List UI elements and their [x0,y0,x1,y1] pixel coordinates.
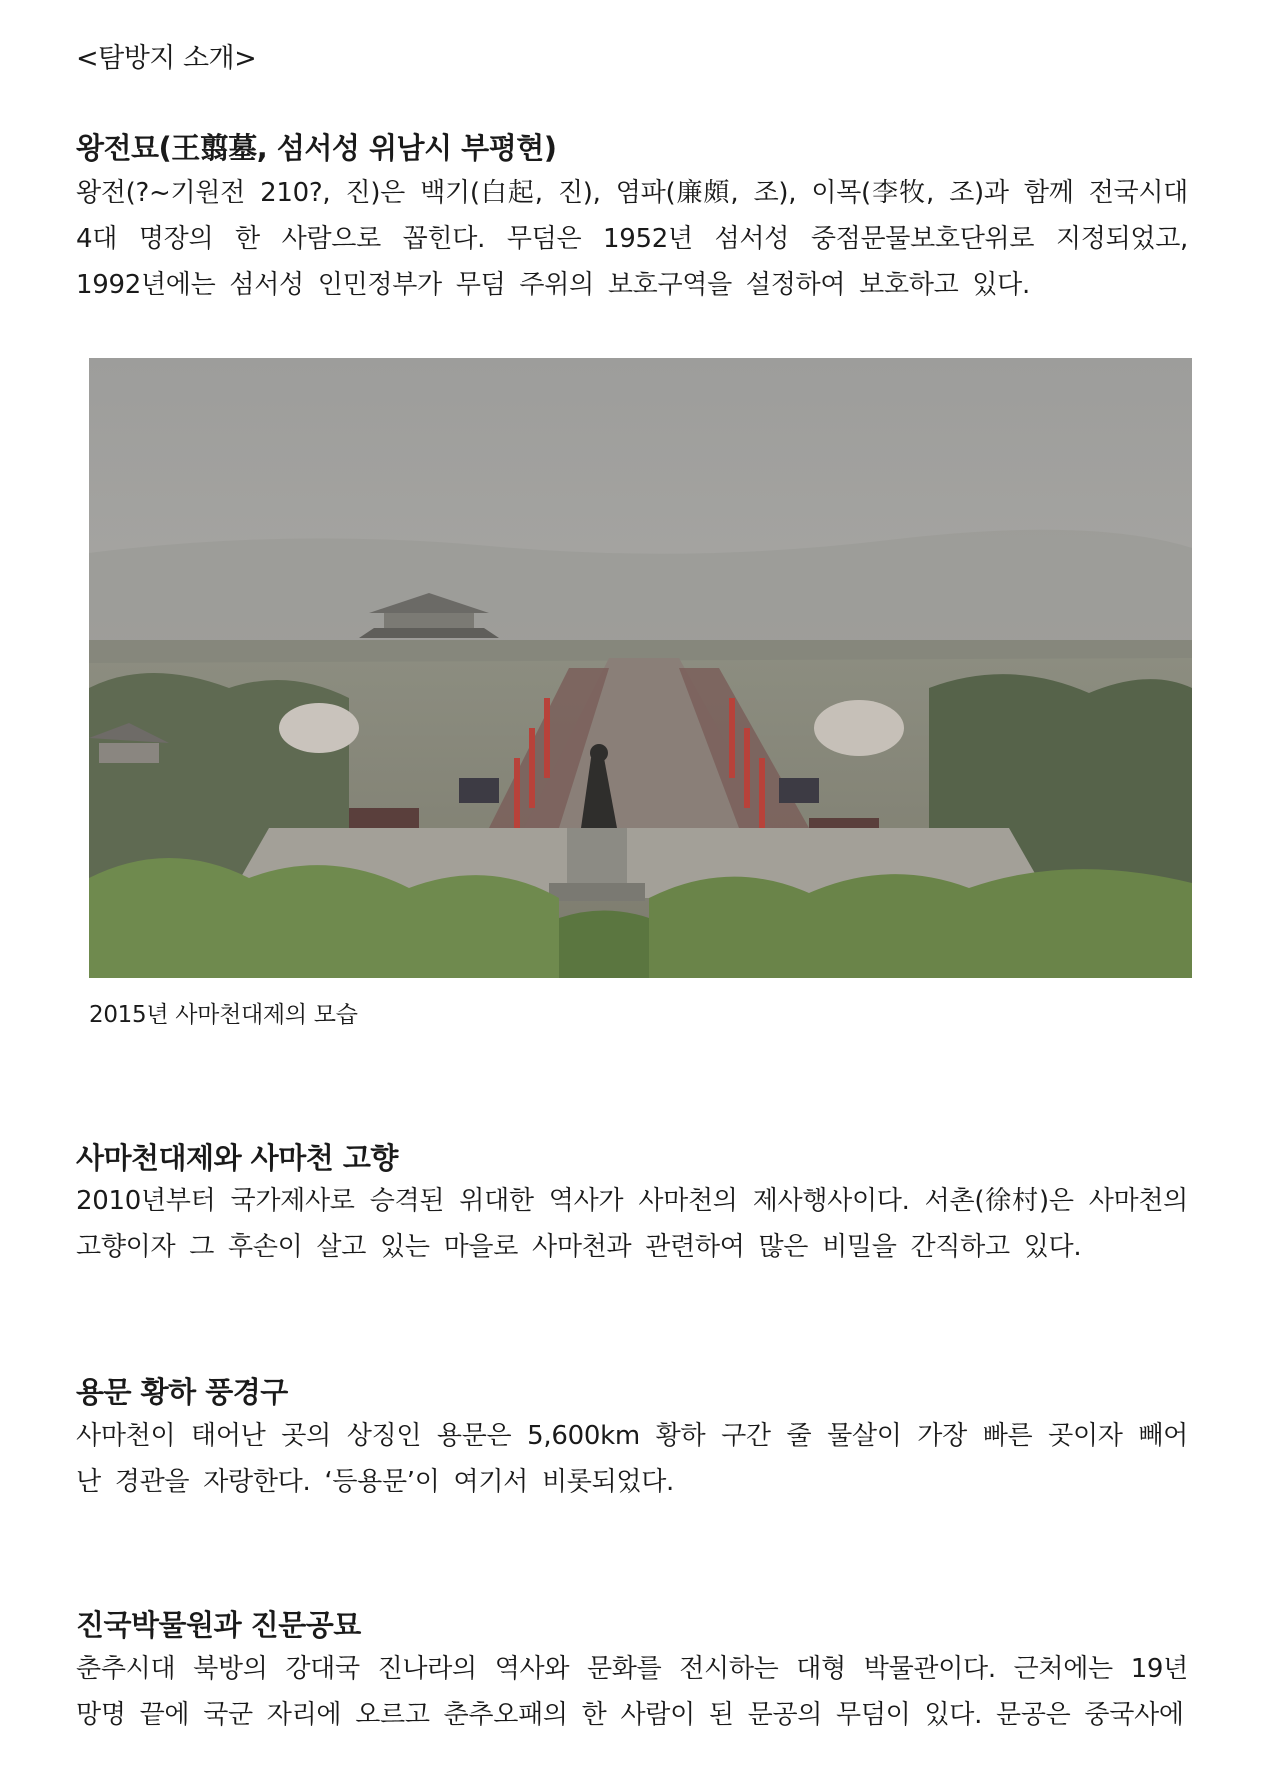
festival-photo [89,358,1192,978]
section-body-jin-museum: 춘추시대 북방의 강대국 진나라의 역사와 문화를 전시하는 대형 박물관이다. 근처에는 19년 망명 끝에 국군 자리에 오르고 춘추오패의 한 사람이 된 문공의 무덤이 있다. 문공은 중국사에 [76,1654,1188,1730]
section-body-simacheon-festival: 2010년부터 국가제사로 승격된 위대한 역사가 사마천의 제사행사이다. 서촌(徐村)은 사마천의 고향이자 그 후손이 살고 있는 마을로 사마천과 관련하여 많은 비밀을 간직하고 있다. [76,1186,1188,1262]
section-title-jin-museum: 진국박물원과 진문공묘 [76,1608,361,1642]
section-title-wangjeon-tomb: 왕전묘(王翦墓, 섬서성 위남시 부평현) [76,131,557,165]
photo-caption: 2015년 사마천대제의 모습 [89,1002,358,1028]
intro-heading: <탐방지 소개> [76,43,257,74]
section-title-simacheon-festival: 사마천대제와 사마천 고향 [76,1141,398,1175]
section-body-yongmun-yellow-river: 사마천이 태어난 곳의 상징인 용문은 5,600km 황하 구간 줄 물살이 가장 빠른 곳이자 빼어난 경관을 자랑한다. ‘등용문’이 여기서 비롯되었다. [76,1421,1188,1497]
section-body-wangjeon-tomb: 왕전(?~기원전 210?, 진)은 백기(白起, 진), 염파(廉頗, 조), 이목(李牧, 조)과 함께 전국시대 4대 명장의 한 사람으로 꼽힌다. 무덤은 1952년 섬서성 중점문물보호단위로 지정되었고, 1992년에는 섬서성 인민정부가 무덤 주위의 보호구역을 설정하여 보호하고 있다. [76,178,1188,300]
section-title-yongmun-yellow-river: 용문 황하 풍경구 [76,1375,288,1409]
